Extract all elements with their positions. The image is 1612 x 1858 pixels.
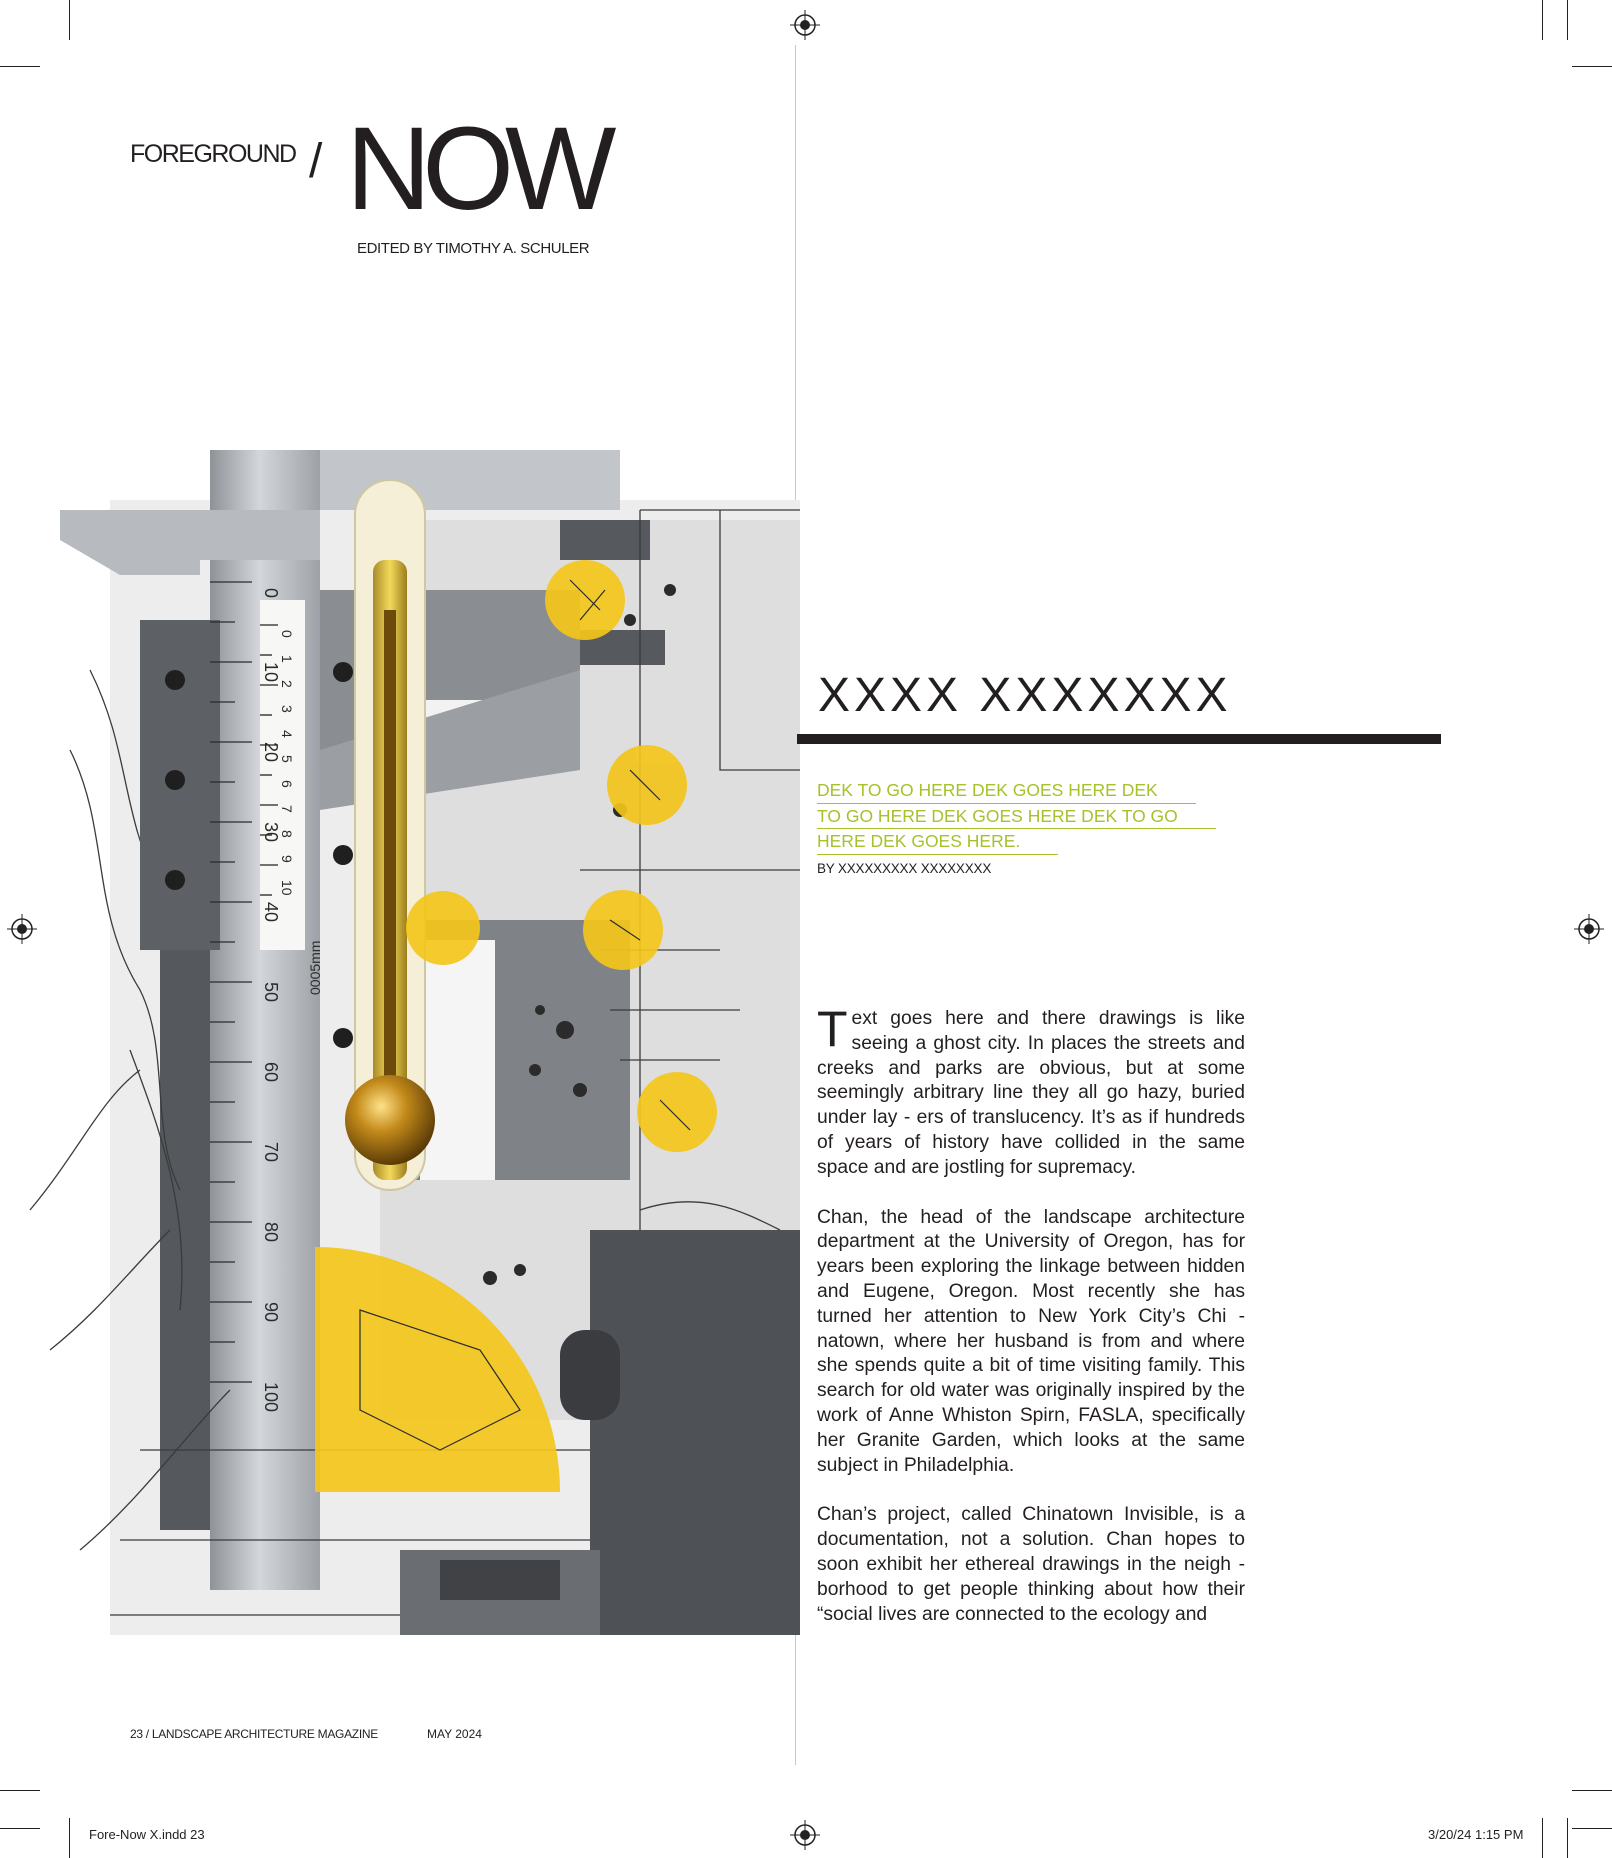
section-slash: / [309, 135, 323, 188]
crop-mark [1542, 1818, 1543, 1858]
article-dek [817, 778, 1237, 855]
crop-mark [1572, 1790, 1612, 1791]
collage-illustration [20, 450, 800, 1635]
yellow-marker [406, 891, 480, 965]
yellow-marker [583, 890, 663, 970]
small-scale-number: 5 [279, 755, 295, 763]
small-scale-number: 8 [279, 830, 295, 838]
ruler-number: 70 [261, 1142, 281, 1163]
small-scale-number: 9 [279, 855, 295, 863]
small-scale-number: 0 [279, 630, 295, 638]
slug-timestamp: 3/20/24 1:15 PM [1428, 1827, 1524, 1842]
small-scale-number: 2 [279, 680, 295, 688]
article-byline: BY XXXXXXXXX XXXXXXXX [817, 861, 992, 876]
yellow-marker [545, 560, 625, 640]
page-title: NOW [346, 103, 608, 235]
small-scale-number: 7 [279, 805, 295, 813]
scale-unit-label: 0005mm [307, 940, 323, 995]
machine-part [560, 1330, 620, 1420]
small-scale-number: 4 [279, 730, 295, 738]
ruler-number: 0 [261, 588, 281, 599]
grey-block [560, 520, 650, 560]
bleed-mark [1567, 1818, 1568, 1858]
crop-mark [1542, 0, 1543, 40]
thermometer-core [384, 610, 396, 1150]
registration-mark-icon [790, 1820, 820, 1850]
crop-mark [1572, 66, 1612, 67]
body-paragraph: Chan’s project, called Chinatown Invisible, is a documentation, not a solution. Chan hopes to soon exhibit her ethereal drawings in the neigh - borhood to get people thinking about how their “social lives are connected to the ecology and [817, 1504, 1245, 1625]
body-paragraph: Chan, the head of the landscape architecture department at the University of Oregon, has for years been exploring the linkage between hidden and Eugene, Oregon. Most recently she has turned her attention to New York City’s Chi - natown, where her husband is from and where she spends quite a bit of time visiting family. This search for old water was originally inspired by the work of Anne Whiston Spirn, FASLA, specifically her Granite Garden, which looks at the same subject in Philadelphia. [817, 1206, 1245, 1476]
yellow-marker [637, 1072, 717, 1152]
thermometer-bulb [345, 1075, 435, 1165]
small-scale-number: 1 [279, 655, 295, 663]
registration-mark-icon [1574, 914, 1604, 944]
machine-part [590, 1230, 800, 1635]
ruler-number: 80 [261, 1222, 281, 1243]
machine-part [440, 1560, 560, 1600]
ruler-number: 50 [261, 982, 281, 1003]
headline-rule [797, 734, 1441, 744]
bleed-mark [1572, 1828, 1612, 1829]
crop-mark [69, 1818, 70, 1858]
small-scale-number: 10 [279, 880, 295, 896]
yellow-marker [607, 745, 687, 825]
ruler-number: 100 [261, 1382, 281, 1413]
dek-line: TO GO HERE DEK GOES HERE DEK TO GO [817, 804, 1216, 830]
issue-date: MAY 2024 [427, 1727, 482, 1741]
body-paragraph [817, 1001, 1245, 1181]
bleed-mark [1567, 0, 1568, 40]
small-scale-number: 6 [279, 780, 295, 788]
article-body [817, 1001, 1245, 1652]
editor-credit: EDITED BY TIMOTHY A. SCHULER [357, 240, 590, 257]
ruler-number: 20 [261, 742, 281, 763]
section-label: FOREGROUND [130, 140, 296, 168]
crop-mark [0, 66, 40, 67]
dek-line: DEK TO GO HERE DEK GOES HERE DEK [817, 778, 1196, 804]
ruler-number: 30 [261, 822, 281, 843]
ruler-number: 10 [261, 662, 281, 683]
page-folio: 23 / LANDSCAPE ARCHITECTURE MAGAZINE [130, 1727, 378, 1741]
registration-mark-icon [790, 10, 820, 40]
dek-line: HERE DEK GOES HERE. [817, 829, 1058, 855]
bleed-mark [0, 1828, 40, 1829]
slug-filename: Fore-Now X.indd 23 [89, 1827, 205, 1842]
grey-block [420, 940, 495, 1180]
crop-mark [69, 0, 70, 40]
ruler-number: 90 [261, 1302, 281, 1323]
article-headline: XXXX XXXXXXX [818, 669, 1232, 722]
body-paragraph-text: ext goes here and there drawings is like seeing a ghost city. In places the streets and creeks and parks are obvious, but at some seemingly arbitrary line they all go hazy, buried under lay - ers of translucency. It’s as if hundreds of years of history have collided in the same space and are jostling for supremacy. [817, 1008, 1245, 1178]
drop-cap: T [817, 1001, 848, 1057]
small-scale-number: 3 [279, 705, 295, 713]
ruler-number: 40 [261, 902, 281, 923]
ruler-number: 60 [261, 1062, 281, 1083]
crop-mark [0, 1790, 40, 1791]
